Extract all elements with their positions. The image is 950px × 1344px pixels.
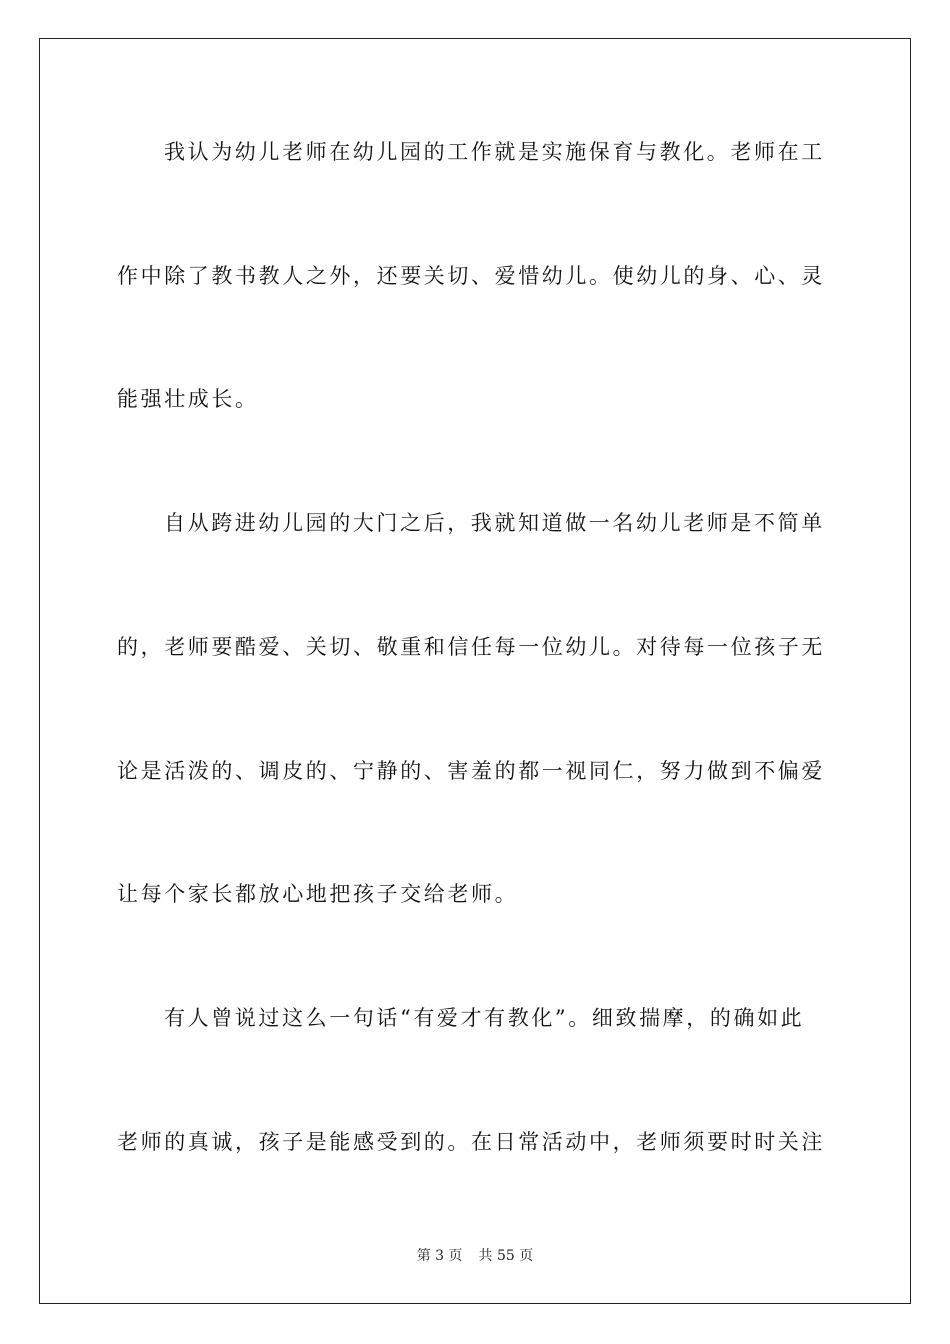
- page-total: 共 55 页: [478, 1248, 534, 1264]
- page-border: [39, 38, 911, 1304]
- paragraph-2-line-2: 的，老师要酷爱、关切、敬重和信任每一位幼儿。对待每一位孩子无: [117, 635, 825, 659]
- paragraph-2-line-4: 让每个家长都放心地把孩子交给老师。: [117, 882, 519, 906]
- paragraph-3-line-1: 有人曾说过这么一句话“有爱才有教化”。细致揣摩，的确如此: [164, 1006, 805, 1030]
- paragraph-1-line-1: 我认为幼儿老师在幼儿园的工作就是实施保育与教化。老师在工: [164, 140, 825, 164]
- paragraph-2-line-1: 自从跨进幼儿园的大门之后，我就知道做一名幼儿老师是不简单: [164, 511, 825, 535]
- paragraph-3-line-2: 老师的真诚，孩子是能感受到的。在日常活动中，老师须要时时关注: [117, 1130, 825, 1154]
- page-footer: [0, 1246, 950, 1266]
- paragraph-2-line-3: 论是活泼的、调皮的、宁静的、害羞的都一视同仁，努力做到不偏爱: [117, 759, 825, 783]
- paragraph-1-line-3: 能强壮成长。: [117, 387, 259, 411]
- page-number: 第 3 页: [416, 1248, 463, 1264]
- paragraph-1-line-2: 作中除了教书教人之外，还要关切、爱惜幼儿。使幼儿的身、心、灵: [117, 264, 825, 288]
